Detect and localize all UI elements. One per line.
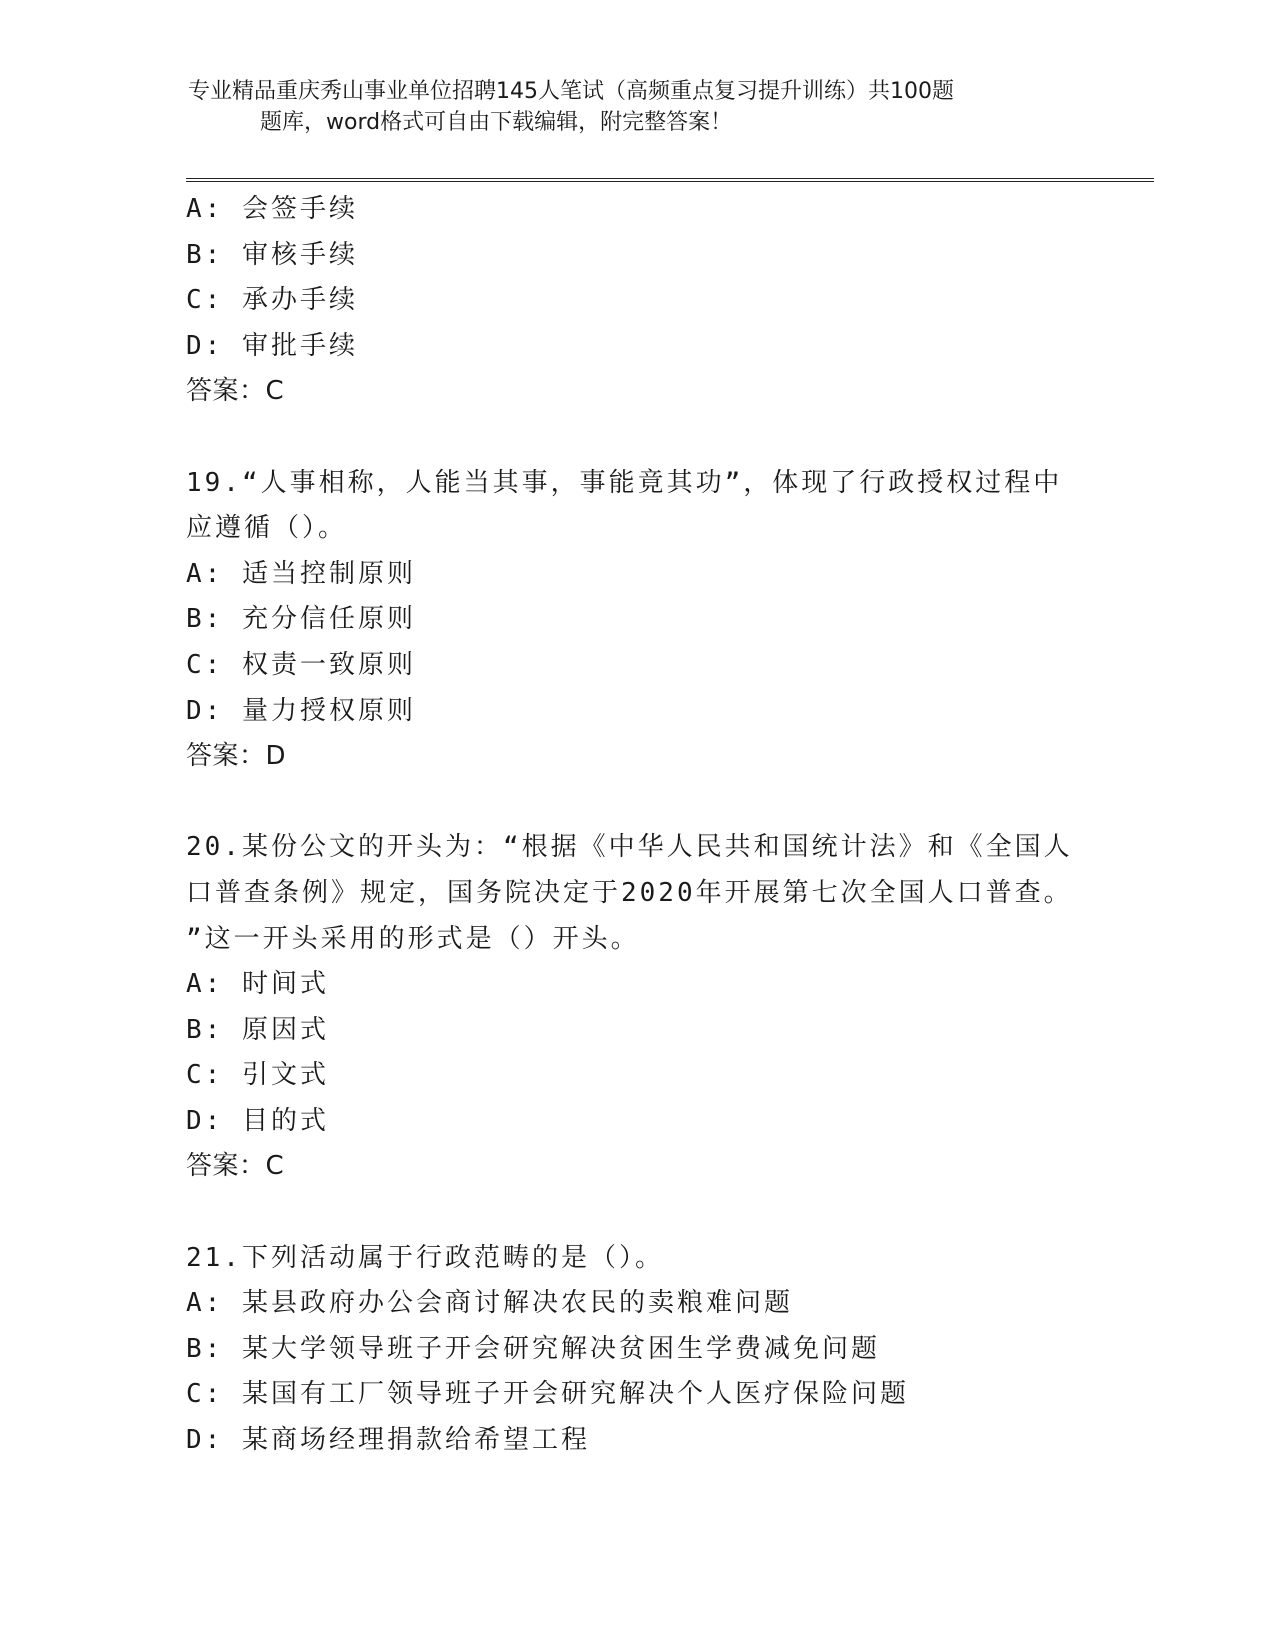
header-title-line-1: 专业精品重庆秀山事业单位招聘145人笔试（高频重点复习提升训练）共100题 [188,79,954,104]
option-a: A: 会签手续 [186,194,358,224]
option-a: A: 适当控制原则 [186,558,416,589]
question-stem-line: 19.“人事相称，人能当其事，事能竟其功”，体现了行政授权过程中 [186,467,1063,498]
option-a: A: 时间式 [186,969,329,1000]
question-18-tail [186,187,1086,415]
option-c: C: 权责一致原则 [186,649,416,680]
question-19 [186,461,1086,780]
option-d: D: 目的式 [186,1105,329,1136]
header-title-line-2: 题库，word格式可自由下载编辑，附完整答案！ [260,110,733,135]
answer: 答案：C [186,376,285,407]
spacer [186,415,1086,461]
header-rule-top [186,178,1154,179]
question-stem-line: 20.某份公文的开头为：“根据《中华人民共和国统计法》和《全国人 [186,832,1073,863]
option-d: D: 审批手续 [186,330,358,361]
option-b: B: 审核手续 [186,239,358,270]
answer: 答案：D [186,741,287,772]
question-stem-line: ”这一开头采用的形式是（）开头。 [186,923,640,954]
option-c: C: 某国有工厂领导班子开会研究解决个人医疗保险问题 [186,1379,909,1410]
option-d: D: 某商场经理捐款给希望工程 [186,1425,590,1456]
question-20 [186,825,1086,1190]
option-c: C: 承办手续 [186,285,358,316]
question-stem-line: 21.下列活动属于行政范畴的是（）。 [186,1242,664,1273]
option-d: D: 量力授权原则 [186,695,416,726]
option-c: C: 引文式 [186,1060,329,1091]
option-b: B: 充分信任原则 [186,604,416,635]
option-a: A: 某县政府办公会商讨解决农民的卖粮难问题 [186,1288,793,1319]
question-stem-line: 口普查条例》规定，国务院决定于2020年开展第七次全国人口普查。 [186,877,1073,908]
header-rule-bottom [186,181,1154,182]
answer: 答案：C [186,1151,285,1182]
document-header [188,76,1088,138]
spacer [186,1190,1086,1236]
question-21 [186,1236,1086,1464]
option-b: B: 原因式 [186,1014,329,1045]
option-b: B: 某大学领导班子开会研究解决贫困生学费减免问题 [186,1333,880,1364]
spacer [186,780,1086,826]
question-list [186,187,1086,1464]
question-stem-line: 应遵循（）。 [186,513,348,544]
